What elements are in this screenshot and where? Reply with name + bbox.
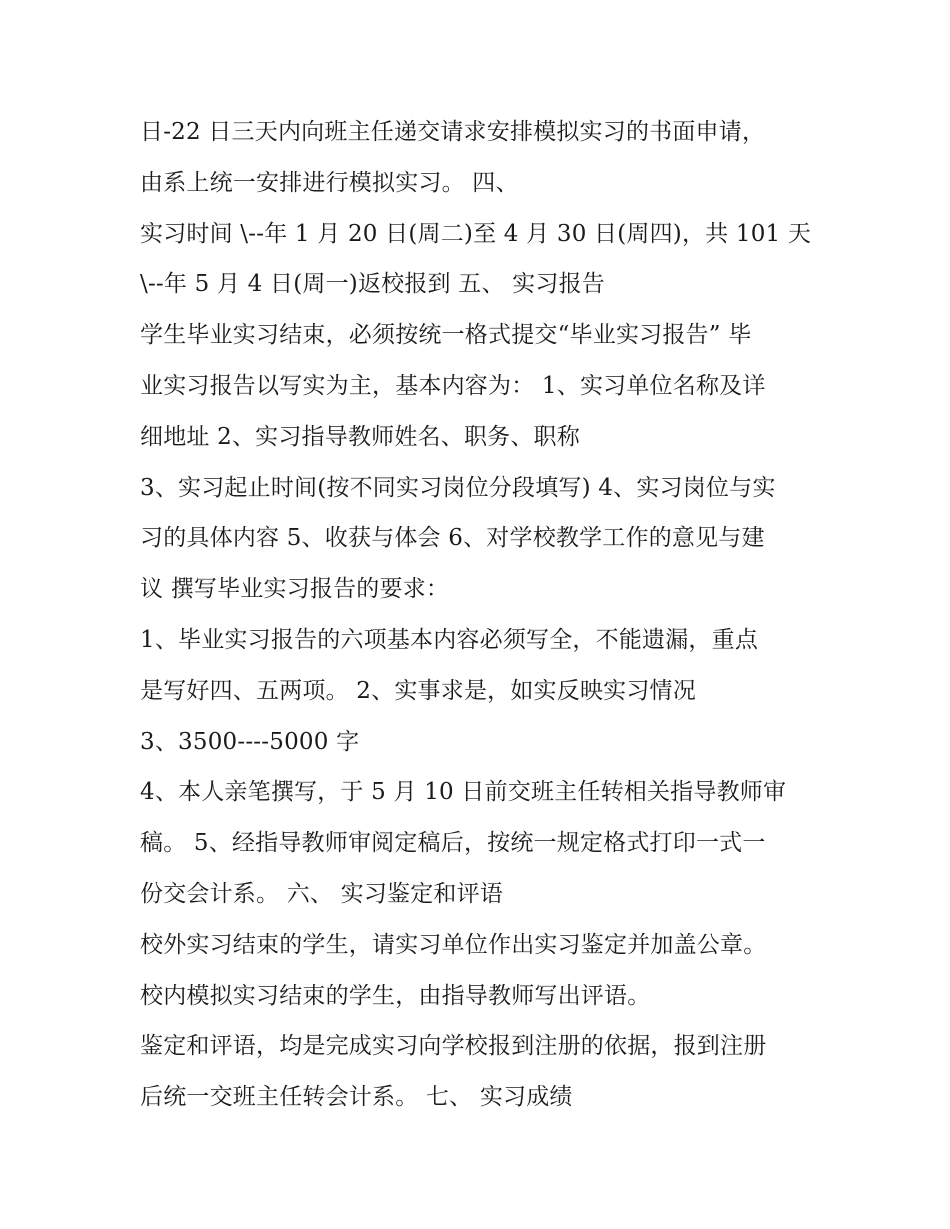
text-line: 日-22 日三天内向班主任递交请求安排模拟实习的书面申请，: [140, 119, 766, 145]
text-line: 3、实习起止时间(按不同实习岗位分段填写) 4、实习岗位与实: [140, 474, 776, 501]
text-line: 3、3500----5000 字: [140, 728, 360, 755]
text-line: 份交会计系。 六、 实习鉴定和评语: [140, 880, 504, 907]
text-line: 业实习报告以写实为主，基本内容为： 1、实习单位名称及详: [140, 372, 766, 399]
text-line: 1、毕业实习报告的六项基本内容必须写全，不能遗漏，重点: [140, 626, 759, 653]
text-line: 实习时间 \--年 1 月 20 日(周二)至 4 月 30 日(周四)，共 101 天: [140, 220, 812, 247]
document-body: [140, 107, 830, 1123]
text-line: 议 撰写毕业实习报告的要求：: [140, 576, 450, 603]
text-line: \--年 5 月 4 日(周一)返校报到 五、 实习报告: [140, 271, 605, 298]
text-line: 习的具体内容 5、收获与体会 6、对学校教学工作的意见与建: [140, 525, 765, 552]
text-line: 4、本人亲笔撰写，于 5 月 10 日前交班主任转相关指导教师审: [140, 779, 787, 806]
text-line: 稿。 5、经指导教师审阅定稿后，按统一规定格式打印一式一: [140, 830, 766, 857]
text-line: 校外实习结束的学生，请实习单位作出实习鉴定并加盖公章。: [140, 931, 767, 958]
text-line: 是写好四、五两项。 2、实事求是，如实反映实习情况: [140, 677, 696, 704]
text-line: 鉴定和评语，均是完成实习向学校报到注册的依据，报到注册: [140, 1033, 767, 1060]
text-line: 由系上统一安排进行模拟实习。 四、: [140, 169, 519, 196]
text-line: 后统一交班主任转会计系。 七、 实习成绩: [140, 1084, 573, 1111]
text-line: 学生毕业实习结束，必须按统一格式提交“毕业实习报告” 毕: [140, 322, 752, 349]
text-line: 细地址 2、实习指导教师姓名、职务、职称: [140, 423, 580, 450]
text-line: 校内模拟实习结束的学生，由指导教师写出评语。: [140, 982, 651, 1009]
